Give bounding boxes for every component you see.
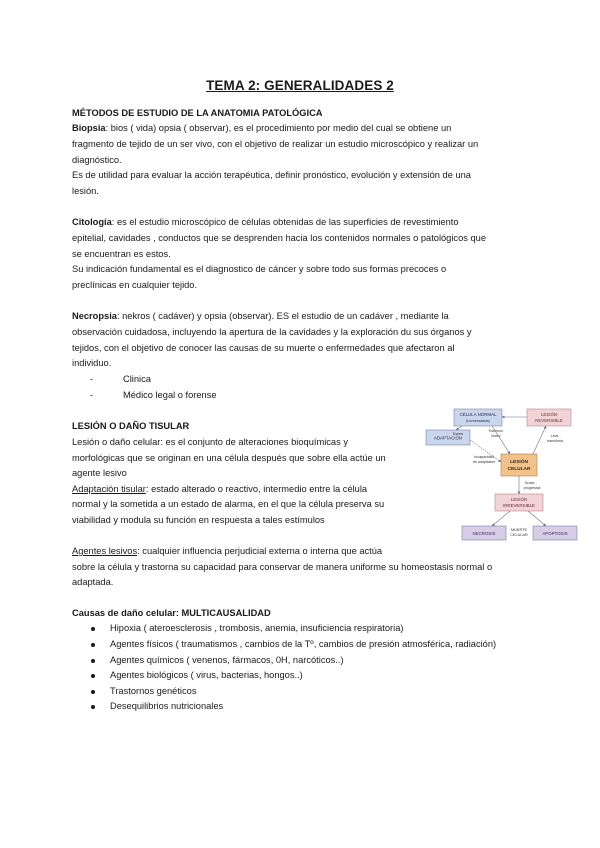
bullet-icon — [91, 659, 95, 663]
irreversible-label: LESIÓN — [510, 497, 528, 502]
citologia-line-3: se encuentran es estos. — [72, 249, 171, 259]
list-item: Agentes biológicos ( virus, bacterias, hongos..) — [110, 670, 303, 680]
biopsia-line-5: lesión. — [72, 186, 99, 196]
adaptacion-line-2: normal y la sometida a un estado de alarma, en el que la célula preserva su — [72, 499, 385, 509]
term-biopsia: Biopsia — [72, 123, 106, 133]
svg-text:lesivo: lesivo — [491, 434, 501, 438]
mild-label: Leve, — [550, 434, 560, 438]
reversible-label: LESIÓN — [540, 412, 558, 417]
cell-injury-label: LESIÓN — [510, 460, 528, 465]
svg-text:(homeostasis): (homeostasis) — [466, 419, 490, 423]
biopsia-line-2: fragmento de tejido de un ser vivo, con el objetivo de realizar un estudio microscópico y realizar un — [72, 139, 479, 149]
biopsia-line-1: Biopsia: bios ( vida) opsia ( observar), es el procedimiento por medio del cual se obtiene un — [72, 123, 452, 133]
section-heading-causes: Causas de daño celular: MULTICAUSALIDAD — [72, 608, 271, 618]
svg-text:CELULAR: CELULAR — [510, 533, 528, 537]
bullet-icon — [91, 690, 95, 694]
necrosis-label: NECROSIS — [472, 531, 496, 536]
cell-death-label: MUERTE — [511, 528, 527, 532]
svg-text:de adaptación: de adaptación — [472, 460, 496, 464]
necropsia-line-2: observación cuidadosa, incluyendo la apertura de la cavidades y la exploración du sus órganos y — [72, 327, 472, 337]
svg-text:REVERSIBLE: REVERSIBLE — [535, 418, 563, 423]
svg-text:IRREVERSIBLE: IRREVERSIBLE — [503, 503, 535, 508]
cell-injury-diagram — [422, 404, 580, 548]
apoptosis-label: APOPTOSIS — [542, 531, 568, 536]
agentes-line-2: sobre la célula y trastorna su capacidad para conservar de manera uniforme su homeostasis normal o — [72, 562, 493, 572]
adaptacion-line-1: Adaptación tisular: estado alterado o reactivo, intermedio entre la célula — [72, 484, 368, 494]
svg-text:progresiva: progresiva — [523, 486, 541, 490]
term-necropsia: Necropsia — [72, 311, 117, 321]
lesion-line-2: morfológicas que se originan en una célula después que sobre ella actúe un — [72, 453, 386, 463]
list-item: Agentes químicos ( venenos, fármacos, 0H, narcóticos..) — [110, 655, 344, 665]
stress-label: Estrés — [452, 432, 464, 436]
arrow-irreversible-to-apoptosis — [528, 511, 546, 526]
agentes-line-3: adaptada. — [72, 577, 114, 587]
svg-text:transitoria: transitoria — [547, 439, 563, 443]
agentes-line-1: Agentes lesivos: cualquier influencia perjudicial externa o interna que actúa — [72, 546, 383, 556]
list-item: Trastornos genéticos — [110, 686, 197, 696]
necropsia-line-4: individuo. — [72, 358, 112, 368]
necropsia-line-3: tejidos, con el objetivo de conocer las causas de su muerte o enfermedades que afectaron al — [72, 343, 455, 353]
arrow-injury-to-reversible — [533, 426, 546, 454]
adaptacion-line-3: viabilidad y modula su función en respuesta a tales estímulos — [72, 515, 325, 525]
citologia-line-4: Su indicación fundamental es el diagnostico de cáncer y sobre todo sus formas precoces o — [72, 264, 447, 274]
biopsia-line-4: Es de utilidad para evaluar la acción terapéutica, definir pronóstico, evolución y extensión de una — [72, 170, 471, 180]
list-item: Agentes físicos ( traumatismos , cambios de la Tº, cambios de presión atmosférica, radiación) — [110, 639, 497, 649]
svg-text:CELULAR: CELULAR — [507, 467, 531, 472]
lesion-line-3: agente lesivo — [72, 468, 127, 478]
necropsia-line-1: Necropsia: nekros ( cadáver) y opsia (observar). ES el estudio de un cadáver , mediante la — [72, 311, 449, 321]
adaptation-label: ADAPTACIÓN — [433, 435, 463, 441]
severe-label: Grave, — [524, 481, 536, 485]
citologia-line-5: preclínicas en cualquier tejido. — [72, 280, 198, 290]
no-adaptation-label: Incapacidad — [474, 455, 494, 459]
document-page: TEMA 2: GENERALIDADES 2 MÉTODOS DE ESTUDIO DE LA ANATOMIA PATOLÓGICA Biopsia: bios ( vida) opsia ( observar), es el procedimiento por medio del cual se obtiene un fragmento de tejido de un ser vivo, con el objetivo de realizar un estudio microscópico y realizar un diagnóstico. Es de utilidad para evaluar la acción terapéutica, definir pronóstico, evolución y extensión de una lesión. Citología: es el estudio microscópico de células obtenidas de las superficies de revestimiento epitelial, cavidades , conductos que se desprenden hacia los contenidos normales o patológicos que se encuentran es estos. Su indicación fundamental es el diagnostico de cáncer y sobre todo sus formas precoces o preclínicas en cualquier tejido. Necropsia: nekros ( cadáver) y opsia (observar). ES el estudio de un cadáver , mediante la observación cuidadosa, incluyendo la apertura de la cavidades y la exploración du sus órganos y tejidos, con el objetivo de conocer las causas de su muerte o enfermedades que afectaron al individuo. - Clinica - Médico legal o forense LESIÓN O DAÑO TISULAR Lesión o daño celular: es el conjunto de alteraciones bioquímicas y morfológicas que se originan en una célula después que sobre ella actúe un agente lesivo Adaptación tisular: estado alterado o reactivo, intermedio entre la célula normal y la sometida a un estado de alarma, en el que la célula preserva su viabilidad y modula su función en respuesta a tales estímulos Agentes lesivos: cualquier influencia perjudicial externa o interna que actúa sobre la célula y trastorna su capacidad para conservar de manera uniforme su homeostasis normal o adaptada. CÉLULA NORMAL (homeostasis) LESIÓN REVERSIBLE ADAPTACIÓN LESIÓN CELULAR LESIÓN IRREVERSIBLE NECROSIS APOPTOSIS MUERTE CELULAR Estrés Estímulo lesivo Leve, transitoria Incapacidad de adaptación Grave, progresiva Causas de daño celular: MULTICAUSALIDAD Hipoxia ( ateroesclerosis , trombosis, anemia, insuficiencia respiratoria) Agentes físicos ( traumatismos , cambios de la Tº, cambios de presión atmosférica, radiación) Agentes químicos ( venenos, fármacos, 0H, narcóticos..) Agentes biológicos ( virus, bacterias, hongos..) Trastornos genéticos Desequilibrios nutricionales — [0, 0, 600, 848]
list-item: Desequilibrios nutricionales — [110, 701, 224, 711]
arrow-irreversible-to-necrosis — [492, 511, 510, 526]
page-title: TEMA 2: GENERALIDADES 2 — [206, 78, 394, 93]
bullet-icon — [91, 705, 95, 709]
bullet-icon — [91, 643, 95, 647]
section-heading-lesion: LESIÓN O DAÑO TISULAR — [72, 421, 190, 431]
dash-marker: - — [90, 374, 94, 384]
arrow-normal-to-adaptation — [456, 426, 462, 430]
list-item: Hipoxia ( ateroesclerosis , trombosis, anemia, insuficiencia respiratoria) — [110, 623, 404, 633]
citologia-line-2: epitelial, cavidades , conductos que se desprenden hacia los contenidos normales o patológicos que — [72, 233, 486, 243]
cell-injury-box — [501, 454, 537, 476]
biopsia-line-3: diagnóstico. — [72, 155, 122, 165]
section-heading-methods: MÉTODOS DE ESTUDIO DE LA ANATOMIA PATOLÓGICA — [72, 108, 323, 118]
term-agentes: Agentes lesivos — [72, 546, 138, 556]
citologia-line-1: Citología: es el estudio microscópico de células obtenidas de las superficies de revestimiento — [72, 217, 459, 227]
term-adaptacion: Adaptación tisular — [72, 484, 146, 494]
normal-cell-label: CÉLULA NORMAL — [459, 412, 497, 417]
term-citologia: Citología — [72, 217, 112, 227]
bullet-icon — [91, 674, 95, 678]
dash-marker: - — [90, 390, 94, 400]
stimulus-label: Estímulo — [489, 429, 503, 433]
lesion-line-1: Lesión o daño celular: es el conjunto de alteraciones bioquímicas y — [72, 437, 348, 447]
bullet-icon — [91, 627, 95, 631]
